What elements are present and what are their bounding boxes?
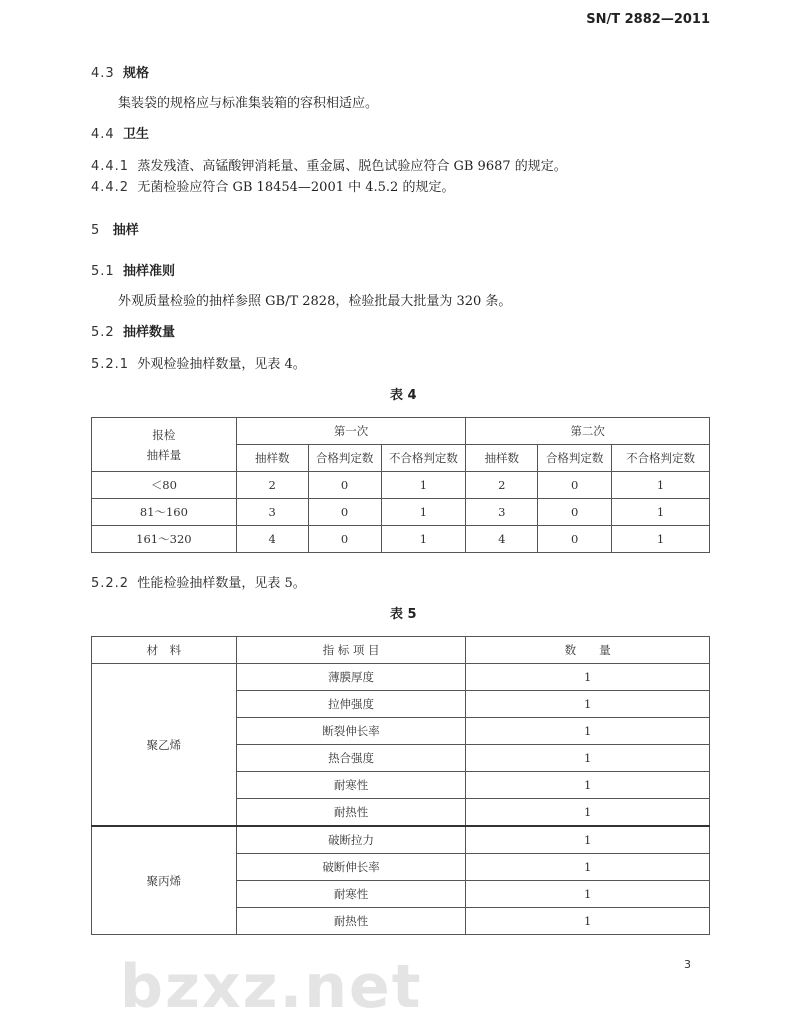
group-header: 第二次 bbox=[466, 418, 710, 445]
table-cell: 1 bbox=[381, 472, 466, 499]
quantity-cell: 1 bbox=[466, 664, 710, 691]
table-cell: 4 bbox=[236, 526, 308, 553]
section-title: 卫生 bbox=[122, 127, 149, 142]
material-cell: 聚丙烯 bbox=[92, 826, 237, 935]
table-cell: 161～320 bbox=[92, 526, 237, 553]
paragraph: 性能检验抽样数量，见表 5。 bbox=[137, 576, 306, 591]
paragraph: 集装袋的规格应与标准集装箱的容积相适应。 bbox=[118, 96, 379, 111]
sub-header: 不合格判定数 bbox=[612, 445, 710, 472]
section-number: 4.4.1 bbox=[91, 159, 130, 174]
quantity-cell: 1 bbox=[466, 854, 710, 881]
section-number: 5.2 bbox=[91, 325, 115, 340]
item-cell: 耐热性 bbox=[236, 908, 466, 935]
section-number: 5.2.1 bbox=[91, 357, 130, 372]
section-title: 规格 bbox=[122, 66, 149, 81]
item-cell: 耐寒性 bbox=[236, 881, 466, 908]
table-4 bbox=[91, 417, 710, 553]
item-cell: 破断伸长率 bbox=[236, 854, 466, 881]
sub-header: 不合格判定数 bbox=[381, 445, 466, 472]
paragraph: 无菌检验应符合 GB 18454—2001 中 4.5.2 的规定。 bbox=[137, 180, 455, 195]
table-cell: 81～160 bbox=[92, 499, 237, 526]
table5-caption: 表 5 bbox=[390, 607, 417, 622]
table-cell: 0 bbox=[538, 526, 612, 553]
table-row bbox=[92, 499, 710, 526]
quantity-cell: 1 bbox=[466, 772, 710, 799]
section-number: 5.2.2 bbox=[91, 576, 130, 591]
watermark: bzxz.net bbox=[120, 952, 423, 1022]
table-cell: 0 bbox=[538, 472, 612, 499]
table-cell: 1 bbox=[381, 526, 466, 553]
quantity-cell: 1 bbox=[466, 718, 710, 745]
item-cell: 热合强度 bbox=[236, 745, 466, 772]
standard-code: SN/T 2882—2011 bbox=[586, 12, 710, 27]
section-number: 4.3 bbox=[91, 66, 115, 81]
item-cell: 拉伸强度 bbox=[236, 691, 466, 718]
table-cell: 3 bbox=[466, 499, 538, 526]
table-row bbox=[92, 826, 710, 854]
material-cell: 聚乙烯 bbox=[92, 664, 237, 827]
column-header: 数 量 bbox=[466, 637, 710, 664]
item-cell: 薄膜厚度 bbox=[236, 664, 466, 691]
quantity-cell: 1 bbox=[466, 691, 710, 718]
table-cell: 0 bbox=[538, 499, 612, 526]
item-cell: 耐热性 bbox=[236, 799, 466, 827]
paragraph: 蒸发残渣、高锰酸钾消耗量、重金属、脱色试验应符合 GB 9687 的规定。 bbox=[137, 159, 567, 174]
table-cell: ＜80 bbox=[92, 472, 237, 499]
quantity-cell: 1 bbox=[466, 826, 710, 854]
section-number: 4.4.2 bbox=[91, 180, 130, 195]
table-cell: 3 bbox=[236, 499, 308, 526]
quantity-cell: 1 bbox=[466, 881, 710, 908]
sub-header: 合格判定数 bbox=[308, 445, 381, 472]
column-header: 材 料 bbox=[92, 637, 237, 664]
group-header: 第一次 bbox=[236, 418, 466, 445]
table-row bbox=[92, 664, 710, 691]
paragraph: 外观检验抽样数量，见表 4。 bbox=[137, 357, 306, 372]
table-5 bbox=[91, 636, 710, 935]
quantity-cell: 1 bbox=[466, 908, 710, 935]
section-number: 5.1 bbox=[91, 264, 115, 279]
table-cell: 0 bbox=[308, 499, 381, 526]
sub-header: 抽样数 bbox=[236, 445, 308, 472]
section-title: 抽样 bbox=[112, 223, 139, 238]
section-number: 5 bbox=[91, 223, 101, 238]
section-title: 抽样数量 bbox=[122, 325, 175, 340]
section-title: 抽样准则 bbox=[122, 264, 175, 279]
section-number: 4.4 bbox=[91, 127, 115, 142]
column-header: 指 标 项 目 bbox=[236, 637, 466, 664]
table-cell: 0 bbox=[308, 526, 381, 553]
item-cell: 断裂伸长率 bbox=[236, 718, 466, 745]
table-cell: 1 bbox=[612, 499, 710, 526]
item-cell: 耐寒性 bbox=[236, 772, 466, 799]
page-number: 3 bbox=[684, 958, 692, 971]
table-cell: 1 bbox=[612, 472, 710, 499]
table-corner-header: 报检 抽样量 bbox=[92, 418, 237, 472]
table-cell: 2 bbox=[236, 472, 308, 499]
sub-header: 合格判定数 bbox=[538, 445, 612, 472]
sub-header: 抽样数 bbox=[466, 445, 538, 472]
quantity-cell: 1 bbox=[466, 745, 710, 772]
item-cell: 破断拉力 bbox=[236, 826, 466, 854]
table-row bbox=[92, 526, 710, 553]
table-cell: 0 bbox=[308, 472, 381, 499]
table4-caption: 表 4 bbox=[390, 388, 417, 403]
paragraph: 外观质量检验的抽样参照 GB/T 2828，检验批最大批量为 320 条。 bbox=[118, 294, 512, 309]
table-cell: 1 bbox=[612, 526, 710, 553]
table-cell: 4 bbox=[466, 526, 538, 553]
table-cell: 2 bbox=[466, 472, 538, 499]
table-cell: 1 bbox=[381, 499, 466, 526]
quantity-cell: 1 bbox=[466, 799, 710, 827]
table-row bbox=[92, 472, 710, 499]
